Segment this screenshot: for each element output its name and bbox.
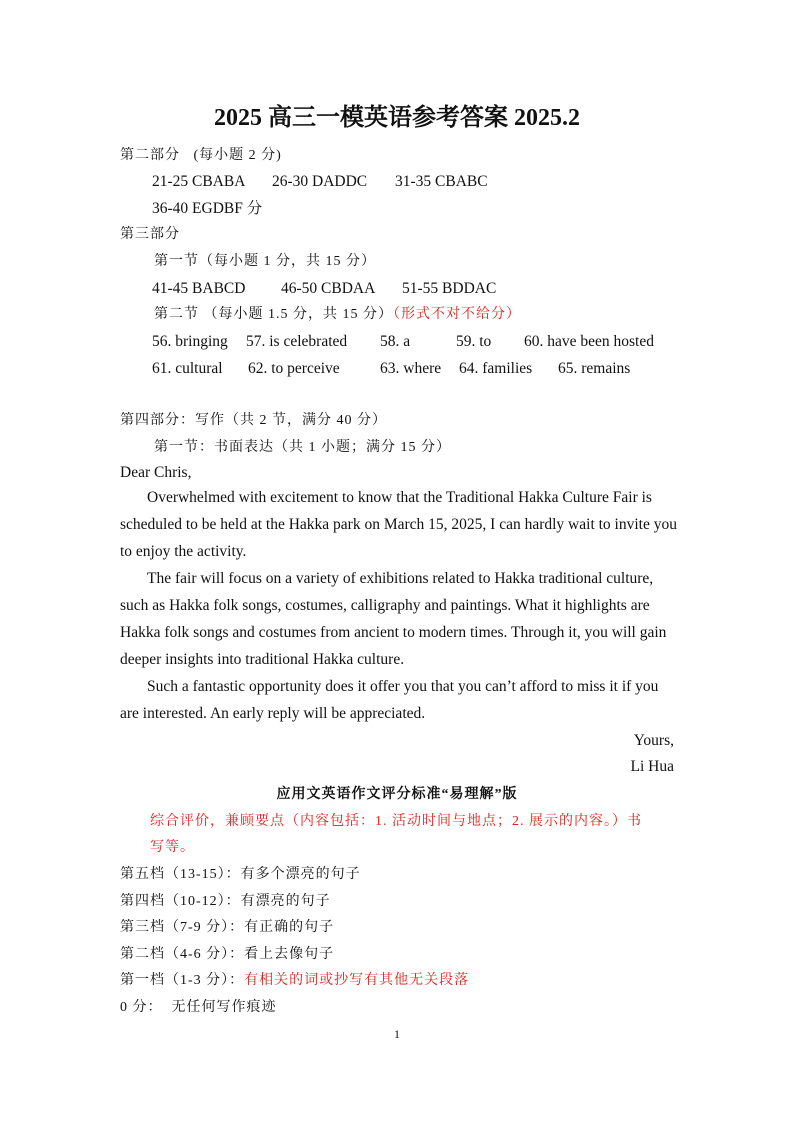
answer-57: 57. is celebrated: [246, 333, 348, 350]
rubric-level-label: 第一档（1-3 分）：: [120, 973, 245, 988]
answer-63: 63. where: [380, 360, 442, 377]
answer-58: 58. a: [380, 333, 411, 350]
rubric-level-text: 无任何写作痕迹: [171, 1000, 277, 1015]
rubric-level-text: 有漂亮的句子: [240, 894, 331, 909]
rubric-title: 应用文英语作文评分标准“易理解”版: [276, 787, 518, 802]
answer-31-35: 31-35 CBABC: [395, 173, 488, 190]
answer-60: 60. have been hosted: [524, 333, 654, 350]
rubric-level-label: 第四档（10-12）：: [120, 894, 241, 909]
rubric-level-5: [120, 865, 361, 885]
rubric-level-label: 第五档（13-15）：: [120, 867, 241, 882]
part3-section1-heading: 第一节（每小题 1 分，共 15 分）: [154, 254, 376, 269]
rubric-level-label: 第二档（4-6 分）：: [120, 947, 245, 962]
rubric-level-text: 有正确的句子: [244, 920, 335, 935]
rubric-level-4: [120, 892, 331, 912]
part3-heading: 第三部分: [120, 227, 180, 242]
rubric-level-2: [120, 945, 334, 965]
part2-heading: [120, 146, 282, 166]
rubric-level-0: [120, 998, 277, 1018]
rubric-level-text: 有相关的词或抄写有其他无关段落: [244, 973, 470, 988]
rubric-level-text: 看上去像句子: [244, 947, 335, 962]
answer-46-50: 46-50 CBDAA: [281, 280, 376, 297]
part3-section2-note: （形式不对不给分）: [393, 307, 521, 322]
letter-signature: Li Hua: [630, 758, 674, 775]
rubric-level-3: [120, 918, 334, 938]
letter-paragraph-2: The fair will focus on a variety of exhibitions related to Hakka traditional culture, such as Hakka folk songs, costumes, calligraphy and paintings. What it highlights are Hakka folk songs and costumes from ancient to modern times. Through it, you will gain deeper insights into traditional Hakka culture.: [120, 570, 667, 668]
letter-greeting: Dear Chris,: [120, 464, 192, 481]
part2-note: (每小题 2 分): [193, 148, 282, 163]
rubric-level-1: [120, 971, 469, 991]
part4-heading: 第四部分：写作（共 2 节，满分 40 分）: [120, 413, 387, 428]
rubric-general-line1: 综合评价，兼顾要点（内容包括：1. 活动时间与地点；2. 展示的内容。）书: [150, 814, 642, 829]
answer-51-55: 51-55 BDDAC: [402, 280, 497, 297]
part3-section2-heading: [154, 305, 521, 325]
letter-closing: Yours,: [633, 732, 674, 749]
rubric-general-line2: 写等。: [150, 840, 195, 855]
page-title: 2025 高三一模英语参考答案 2025.2: [214, 105, 580, 131]
rubric-level-label: 0 分：: [120, 1000, 163, 1015]
page-number: 1: [394, 1027, 400, 1041]
part3-section2-label: 第二节 （每小题 1.5 分，共 15 分）: [154, 307, 393, 322]
part4-section1-heading: 第一节：书面表达（共 1 小题；满分 15 分）: [154, 440, 451, 455]
answer-62: 62. to perceive: [248, 360, 340, 377]
answer-26-30: 26-30 DADDC: [272, 173, 368, 190]
letter-paragraph-3: Such a fantastic opportunity does it offer you that you can’t afford to miss it if you are interested. An early reply will be appreciated.: [120, 678, 659, 722]
part2-heading-label: 第二部分: [120, 148, 180, 163]
answer-36-40: 36-40 EGDBF 分: [152, 200, 263, 217]
answer-56: 56. bringing: [152, 333, 228, 350]
answer-64: 64. families: [459, 360, 533, 377]
answer-61: 61. cultural: [152, 360, 223, 377]
answer-59: 59. to: [456, 333, 492, 350]
rubric-level-label: 第三档（7-9 分）：: [120, 920, 245, 935]
letter-paragraph-1: Overwhelmed with excitement to know that the Traditional Hakka Culture Fair is scheduled to be held at the Hakka park on March 15, 2025, I can hardly wait to invite you to enjoy the activity.: [120, 489, 677, 560]
answer-41-45: 41-45 BABCD: [152, 280, 246, 297]
answer-65: 65. remains: [558, 360, 631, 377]
answer-21-25: 21-25 CBABA: [152, 173, 246, 190]
rubric-level-text: 有多个漂亮的句子: [240, 867, 361, 882]
